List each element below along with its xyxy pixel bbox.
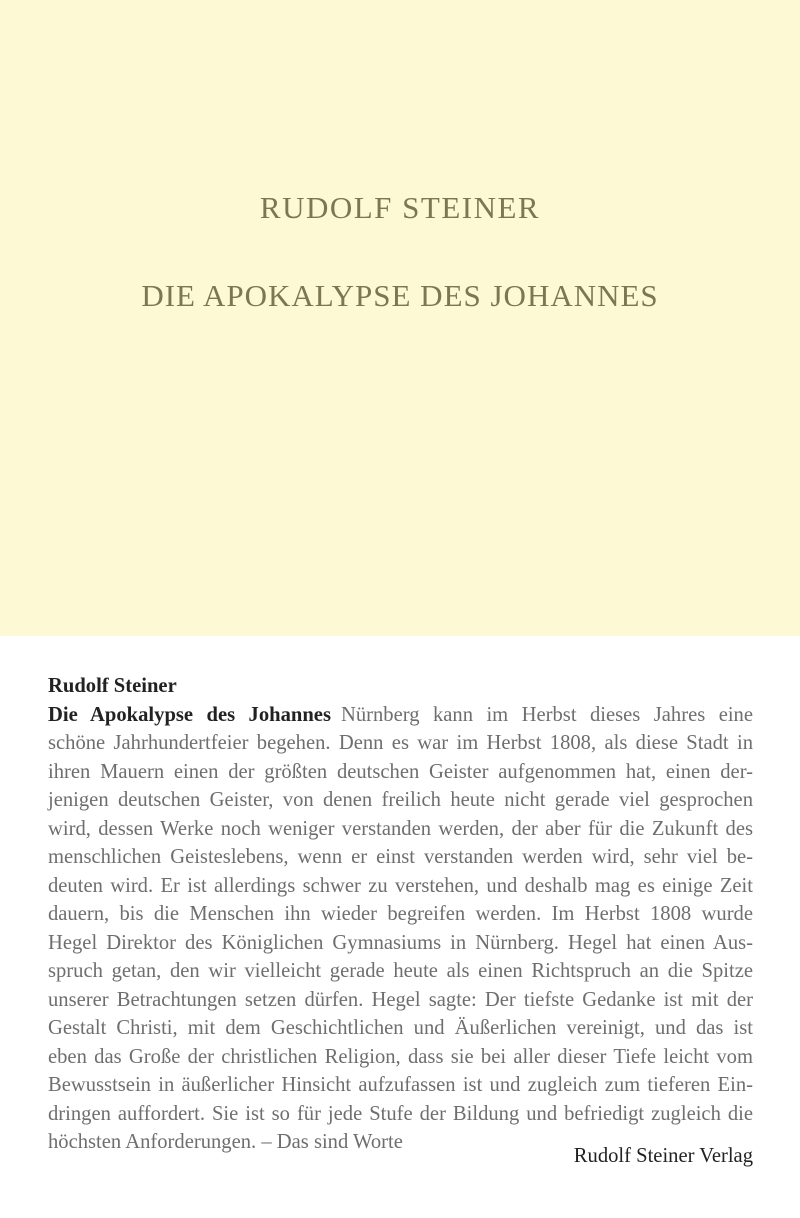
blurb-line: unserer Betrachtungen setzen dürfen. Hegel sagte: Der tiefste Gedanke ist mit der xyxy=(48,988,753,1011)
blurb-author: Rudolf Steiner xyxy=(48,675,177,697)
blurb-line: menschlichen Geisteslebens, wenn er einst verstanden werden wird, sehr viel be- xyxy=(48,846,753,868)
cover-title: DIE APOKALYPSE DES JOHANNES xyxy=(141,278,659,313)
blurb-line: Gestalt Christi, mit dem Geschichtlichen und Äußerlichen vereinigt, und das ist xyxy=(48,1017,753,1039)
blurb-line: dringen auffordert. Sie ist so für jede Stufe der Bildung und befriedigt zugleich die xyxy=(48,1102,753,1125)
blurb-line: höchsten Anforderungen. – Das sind Worte xyxy=(48,1131,403,1153)
blurb-line xyxy=(48,701,753,730)
blurb-text xyxy=(48,672,753,1157)
blurb-line: Bewusstsein in äußerlicher Hinsicht aufzufassen ist und zugleich zum tieferen Ein- xyxy=(48,1074,753,1096)
blurb-line: wird, dessen Werke noch weniger verstanden werden, der aber für die Zukunft des xyxy=(48,817,753,840)
blurb-line: dauern, bis die Menschen ihn wieder begreifen werden. Im Herbst 1808 wurde xyxy=(48,903,753,925)
blurb-line: Hegel Direktor des Königlichen Gymnasiums in Nürnberg. Hegel hat einen Aus- xyxy=(48,931,753,954)
blurb-line-text: Nürnberg kann im Herbst dieses Jahres eine xyxy=(340,703,753,726)
blurb-title: Die Apokalypse des Johannes xyxy=(48,703,331,726)
blurb-line: jenigen deutschen Geister, von denen freilich heute nicht gerade viel gesprochen xyxy=(48,789,753,811)
blurb-line: spruch getan, den wir vielleicht gerade heute als einen Richtspruch an die Spitze xyxy=(48,960,753,982)
cover-author: RUDOLF STEINER xyxy=(259,190,541,225)
publisher-name: Rudolf Steiner Verlag xyxy=(573,1145,753,1167)
blurb-line: eben das Große der christlichen Religion, dass sie bei aller dieser Tiefe leicht vom xyxy=(48,1045,753,1068)
blurb-line: deuten wird. Er ist allerdings schwer zu verstehen, und deshalb mag es einige Zeit xyxy=(48,874,753,897)
blurb-line: schöne Jahrhundertfeier begehen. Denn es war im Herbst 1808, als diese Stadt in xyxy=(48,732,753,754)
blurb-line: ihren Mauern einen der größten deutschen Geister aufgenommen hat, einen der- xyxy=(48,760,753,783)
